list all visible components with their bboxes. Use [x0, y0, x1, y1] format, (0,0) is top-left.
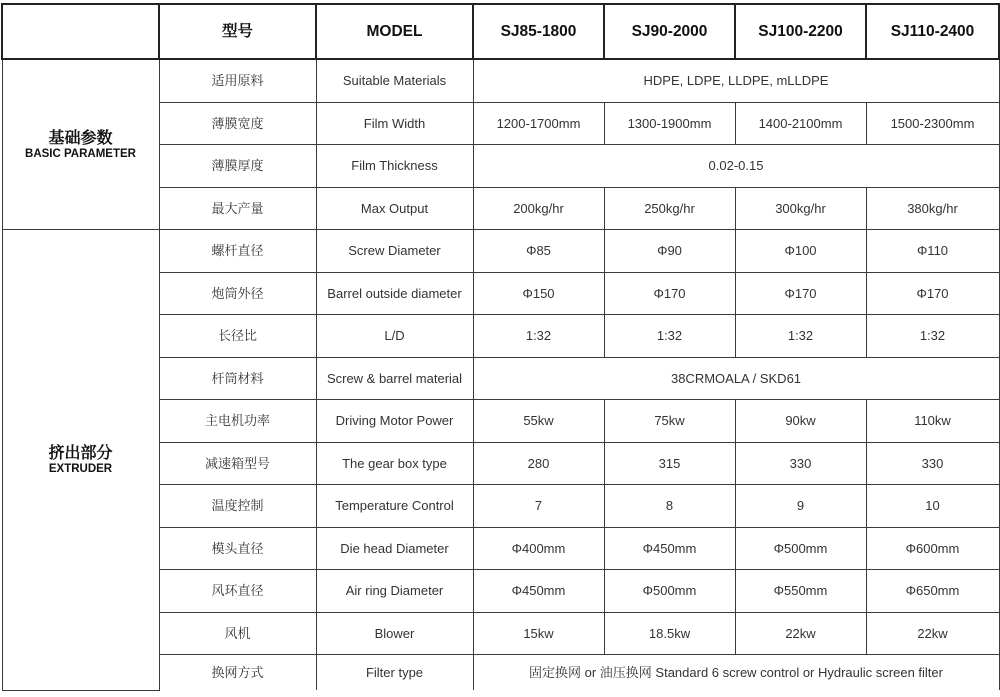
- param-value: Φ450mm: [604, 527, 735, 570]
- param-value: 75kw: [604, 400, 735, 443]
- param-value: Φ500mm: [604, 570, 735, 613]
- param-value: 250kg/hr: [604, 187, 735, 230]
- param-value: Φ450mm: [473, 570, 604, 613]
- param-name-en: Screw & barrel material: [316, 357, 473, 400]
- section-label-cell: [2, 230, 159, 691]
- param-value: 22kw: [866, 612, 999, 655]
- param-value: 10: [866, 485, 999, 528]
- header-row: [2, 4, 999, 59]
- param-value: 110kw: [866, 400, 999, 443]
- param-name-en: Air ring Diameter: [316, 570, 473, 613]
- spec-row: [2, 59, 999, 102]
- param-name-cn: 主电机功率: [159, 400, 316, 443]
- param-name-cn: 模头直径: [159, 527, 316, 570]
- spec-table: [1, 3, 1000, 691]
- param-value: Φ90: [604, 230, 735, 273]
- header-corner-cell: [2, 4, 159, 59]
- param-value: 1:32: [866, 315, 999, 358]
- param-value: 1:32: [473, 315, 604, 358]
- param-name-en: Suitable Materials: [316, 59, 473, 102]
- param-value: Φ170: [866, 272, 999, 315]
- header-model-1: SJ85-1800: [473, 4, 604, 59]
- spec-row: [2, 230, 999, 273]
- param-value: Φ500mm: [735, 527, 866, 570]
- param-name-en: Temperature Control: [316, 485, 473, 528]
- param-value: Φ600mm: [866, 527, 999, 570]
- param-name-cn: 减速箱型号: [159, 442, 316, 485]
- param-value: 90kw: [735, 400, 866, 443]
- param-value: 330: [866, 442, 999, 485]
- param-value: Φ400mm: [473, 527, 604, 570]
- param-name-cn: 风机: [159, 612, 316, 655]
- param-value: 18.5kw: [604, 612, 735, 655]
- param-value: Φ100: [735, 230, 866, 273]
- param-value: 315: [604, 442, 735, 485]
- param-name-en: Driving Motor Power: [316, 400, 473, 443]
- param-value-merged: 38CRMOALA / SKD61: [473, 357, 999, 400]
- param-name-cn: 长径比: [159, 315, 316, 358]
- param-name-cn: 温度控制: [159, 485, 316, 528]
- header-model-3: SJ100-2200: [735, 4, 866, 59]
- param-value-merged: HDPE, LDPE, LLDPE, mLLDPE: [473, 59, 999, 102]
- param-value: 1300-1900mm: [604, 102, 735, 145]
- param-name-en: Film Width: [316, 102, 473, 145]
- param-value: 8: [604, 485, 735, 528]
- param-name-cn: 螺杆直径: [159, 230, 316, 273]
- header-model-cn: 型号: [159, 4, 316, 59]
- param-name-en: L/D: [316, 315, 473, 358]
- param-name-en: Max Output: [316, 187, 473, 230]
- section-name-en: EXTRUDER: [48, 462, 113, 475]
- param-value: 7: [473, 485, 604, 528]
- param-value: 280: [473, 442, 604, 485]
- param-name-cn: 换网方式: [159, 655, 316, 691]
- param-value-merged: 固定换网 or 油压换网 Standard 6 screw control or Hydraulic screen filter: [473, 655, 999, 691]
- param-name-en: Barrel outside diameter: [316, 272, 473, 315]
- param-value: 330: [735, 442, 866, 485]
- section-name-en: BASIC PARAMETER: [25, 147, 136, 160]
- section-label-cell: [2, 59, 159, 230]
- param-value: Φ85: [473, 230, 604, 273]
- param-value: Φ170: [604, 272, 735, 315]
- param-value: Φ150: [473, 272, 604, 315]
- param-name-cn: 薄膜宽度: [159, 102, 316, 145]
- param-value: 55kw: [473, 400, 604, 443]
- param-value: 380kg/hr: [866, 187, 999, 230]
- param-name-cn: 炮筒外径: [159, 272, 316, 315]
- param-value: 22kw: [735, 612, 866, 655]
- param-value: 15kw: [473, 612, 604, 655]
- param-name-en: Blower: [316, 612, 473, 655]
- param-value: 300kg/hr: [735, 187, 866, 230]
- param-name-en: Screw Diameter: [316, 230, 473, 273]
- section-name-cn: 挤出部分: [48, 444, 113, 462]
- header-model-2: SJ90-2000: [604, 4, 735, 59]
- header-model-4: SJ110-2400: [866, 4, 999, 59]
- section-name-cn: 基础参数: [48, 129, 113, 147]
- param-value: Φ170: [735, 272, 866, 315]
- param-name-cn: 风环直径: [159, 570, 316, 613]
- param-value-merged: 0.02-0.15: [473, 145, 999, 188]
- param-name-en: The gear box type: [316, 442, 473, 485]
- param-value: 1200-1700mm: [473, 102, 604, 145]
- param-value: 9: [735, 485, 866, 528]
- param-value: 1:32: [604, 315, 735, 358]
- param-value: 1500-2300mm: [866, 102, 999, 145]
- param-value: 1400-2100mm: [735, 102, 866, 145]
- header-model-en: MODEL: [316, 4, 473, 59]
- param-name-cn: 最大产量: [159, 187, 316, 230]
- param-value: Φ550mm: [735, 570, 866, 613]
- param-name-en: Film Thickness: [316, 145, 473, 188]
- param-value: Φ110: [866, 230, 999, 273]
- param-name-cn: 薄膜厚度: [159, 145, 316, 188]
- param-name-en: Filter type: [316, 655, 473, 691]
- param-name-cn: 适用原料: [159, 59, 316, 102]
- param-value: 1:32: [735, 315, 866, 358]
- param-name-cn: 杆筒材料: [159, 357, 316, 400]
- param-name-en: Die head Diameter: [316, 527, 473, 570]
- param-value: Φ650mm: [866, 570, 999, 613]
- param-value: 200kg/hr: [473, 187, 604, 230]
